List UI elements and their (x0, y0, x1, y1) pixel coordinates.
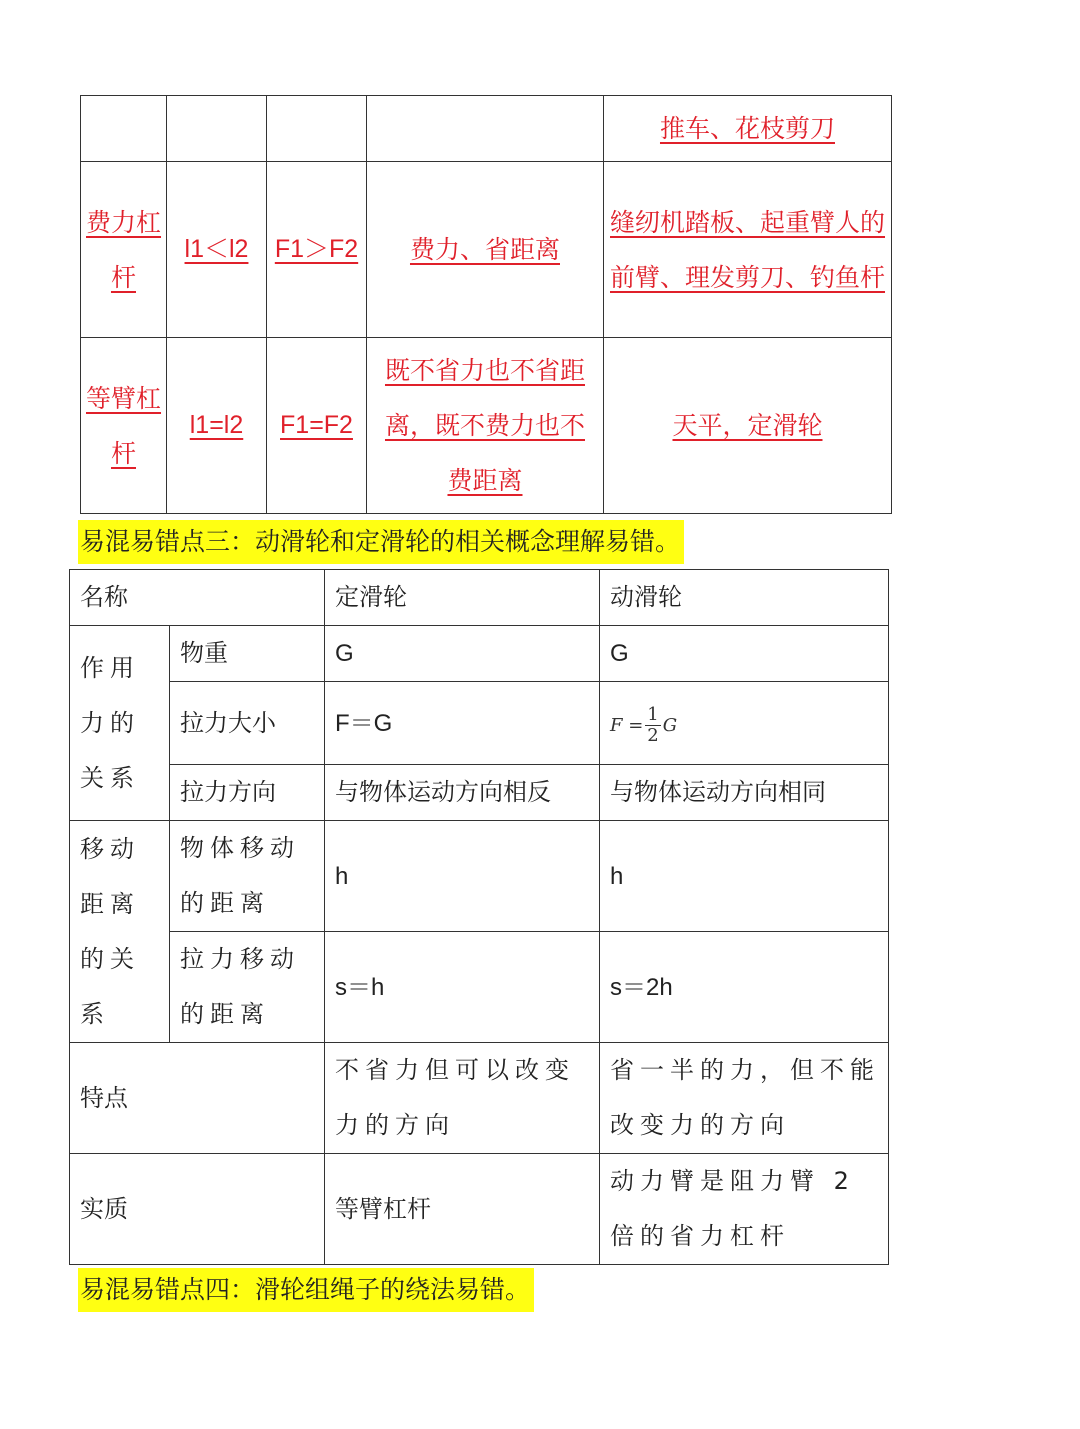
row-label: 实质 (70, 1154, 325, 1265)
table-row (81, 162, 892, 338)
arm-relation-cell (167, 162, 267, 338)
force-relation-cell (267, 162, 367, 338)
lever-feature: 费力、省距离 (409, 235, 560, 264)
row-label: 物重 (170, 626, 325, 682)
row-label: 拉力大小 (170, 682, 325, 765)
distance-group-label: 移动距离的关系 (70, 821, 170, 1043)
lever-type-cell (81, 338, 167, 514)
row-label: 拉力方向 (170, 765, 325, 821)
table-row (70, 1043, 889, 1154)
table-row (70, 626, 889, 682)
fixed-value: 等臂杠杆 (325, 1154, 600, 1265)
table-header-row (70, 570, 889, 626)
fraction-denominator: 2 (647, 725, 659, 746)
table-row (70, 765, 889, 821)
table-row (70, 821, 889, 932)
section-heading-3: 易混易错点三：动滑轮和定滑轮的相关概念理解易错。 (78, 520, 684, 564)
lever-type-cell (81, 162, 167, 338)
movable-value: s＝2h (600, 932, 889, 1043)
movable-formula-cell (600, 682, 889, 765)
row-label: 特点 (70, 1043, 325, 1154)
force-group-label: 作用力的关系 (70, 626, 170, 821)
table-cell (81, 96, 167, 162)
fixed-value: F＝G (325, 682, 600, 765)
lever-feature-cell (367, 162, 604, 338)
header-movable-pulley: 动滑轮 (600, 570, 889, 626)
movable-value: G (600, 626, 889, 682)
force-relation: F1=F2 (280, 411, 353, 439)
fixed-value: 与物体运动方向相反 (325, 765, 600, 821)
arm-relation: l1＜l2 (184, 235, 249, 263)
lever-example-cell (604, 162, 892, 338)
movable-value: 与物体运动方向相同 (600, 765, 889, 821)
lever-example: 推车、花枝剪刀 (659, 114, 835, 143)
header-fixed-pulley: 定滑轮 (325, 570, 600, 626)
row-label: 拉力移动的距离 (170, 932, 325, 1043)
table-cell (167, 96, 267, 162)
force-relation: F1＞F2 (274, 235, 359, 263)
formula-lhs: F = (610, 714, 644, 736)
section-heading-4: 易混易错点四：滑轮组绳子的绕法易错。 (78, 1268, 534, 1312)
row-label: 物体移动的距离 (170, 821, 325, 932)
fraction-numerator: 1 (647, 704, 659, 725)
lever-type: 费力杠杆 (86, 207, 162, 292)
lever-example: 天平，定滑轮 (672, 411, 823, 440)
table-row (70, 1154, 889, 1265)
arm-relation-cell (167, 338, 267, 514)
lever-type: 等臂杠杆 (86, 383, 162, 468)
arm-relation: l1=l2 (189, 411, 244, 439)
lever-feature-cell (367, 338, 604, 514)
lever-feature: 既不省力也不省距离，既不费力也不费距离 (384, 356, 585, 495)
formula-rhs: G (662, 714, 678, 736)
fixed-value: 不省力但可以改变力的方向 (325, 1043, 600, 1154)
table-cell (367, 96, 604, 162)
table-row (70, 682, 889, 765)
lever-table (80, 95, 892, 514)
lever-example: 缝纫机踏板、起重臂人的前臂、理发剪刀、钓鱼杆 (610, 207, 886, 292)
table-row (70, 932, 889, 1043)
fixed-value: G (325, 626, 600, 682)
force-relation-cell (267, 338, 367, 514)
lever-example-cell (604, 96, 892, 162)
fraction (645, 706, 660, 745)
header-name: 名称 (70, 570, 325, 626)
lever-example-cell (604, 338, 892, 514)
pulley-comparison-table (69, 569, 889, 1265)
table-row (81, 96, 892, 162)
movable-value: h (600, 821, 889, 932)
movable-value: 省一半的力，但不能改变力的方向 (600, 1043, 889, 1154)
table-row (81, 338, 892, 514)
fixed-value: s＝h (325, 932, 600, 1043)
fixed-value: h (325, 821, 600, 932)
fraction-formula (610, 706, 677, 745)
table-cell (267, 96, 367, 162)
movable-value: 动力臂是阻力臂 2 倍的省力杠杆 (600, 1154, 889, 1265)
